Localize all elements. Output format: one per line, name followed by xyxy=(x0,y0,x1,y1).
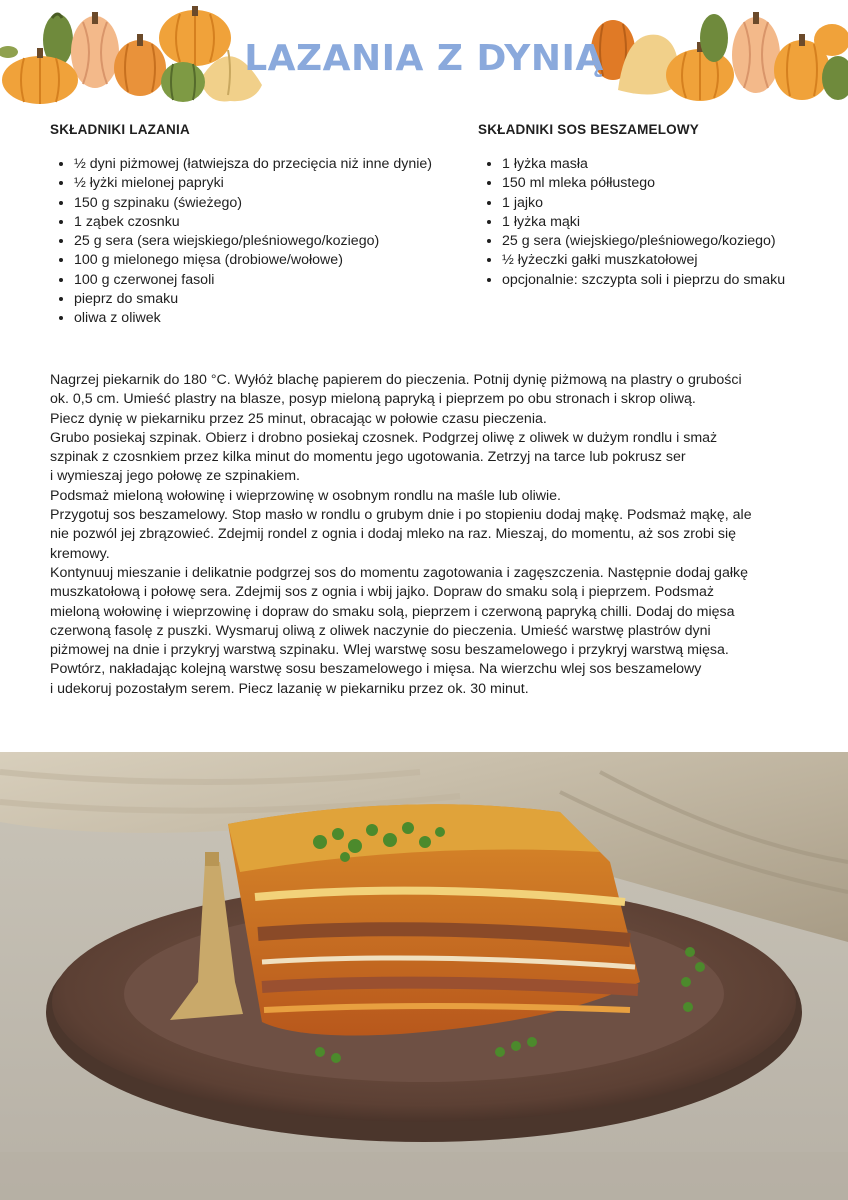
instruction-line: nie pozwól jej zbrązowieć. Zdejmij rondel z ognia i dodaj mleko na raz. Mieszaj, do momentu, aż sos zrobi się xyxy=(50,526,737,543)
list-item: • 25 g sera (sera wiejskiego/pleśniowego/koziego) xyxy=(74,232,460,251)
sauce-ingredients-heading: SKŁADNIKI SOS BESZAMELOWY xyxy=(478,122,700,137)
list-item: • 1 łyżka masła xyxy=(502,155,828,174)
list-item: • 100 g czerwonej fasoli xyxy=(74,271,460,290)
page-title: LAZANIA Z DYNIĄ xyxy=(244,38,604,79)
instruction-line: Przygotuj sos beszamelowy. Stop masło w rondlu o grubym dnie i po stopieniu dodaj mąkę. Podsmaż mąkę, ale xyxy=(50,507,752,524)
list-item: • ½ łyżeczki gałki muszkatołowej xyxy=(502,251,828,270)
list-item: • 25 g sera (wiejskiego/pleśniowego/koziego) xyxy=(502,232,828,251)
instructions-text xyxy=(50,371,810,699)
lasagna-ingredients-heading: SKŁADNIKI LAZANIA xyxy=(50,122,190,137)
instruction-line: Nagrzej piekarnik do 180 °C. Wyłóż blachę papierem do pieczenia. Potnij dynię piżmową na plastry o grubości xyxy=(50,372,742,388)
list-item: • 100 g mielonego mięsa (drobiowe/wołowe) xyxy=(74,251,460,270)
instruction-line: mieloną wołowinę i wieprzowinę i dopraw do smaku solą, pieprzem i czerwoną papryką chilli. Dodaj do mięsa xyxy=(50,603,735,620)
instruction-line: i wymieszaj jego połowę ze szpinakiem. xyxy=(50,468,300,485)
lasagna-ingredients-list xyxy=(50,155,460,329)
instruction-line: muszkatołową i połowę sera. Zdejmij sos z ognia i wbij jajko. Dopraw do smaku solą i pieprzem. Podsmaż xyxy=(50,584,714,601)
instruction-line: i udekoruj pozostałym serem. Piecz lazanię w piekarniku przez ok. 30 minut. xyxy=(50,680,529,697)
instruction-line: piżmowej na dnie i przykryj warstwą szpinaku. Wlej warstwę sosu beszamelowego i przykryj warstwą mięsa. xyxy=(50,642,729,659)
instruction-line: Piecz dynię w piekarniku przez 25 minut, obracając w połowie czasu pieczenia. xyxy=(50,410,547,427)
list-item: • ½ dyni piżmowej (łatwiejsza do przecięcia niż inne dynie) xyxy=(74,155,460,174)
list-item: • 150 g szpinaku (świeżego) xyxy=(74,194,460,213)
instruction-line: Powtórz, nakładając kolejną warstwę sosu beszamelowego i mięsa. Na wierzchu wlej sos beszamelowy xyxy=(50,661,702,678)
instruction-line: czerwoną fasolę z puszki. Wysmaruj oliwą z oliwek naczynie do pieczenia. Umieść warstwę plastrów dyni xyxy=(50,622,711,639)
page-header xyxy=(0,0,848,110)
instruction-line: Kontynuuj mieszanie i delikatnie podgrzej sos do momentu zagotowania i zagęszczenia. Następnie dodaj gałkę xyxy=(50,564,748,581)
list-item: • 150 ml mleka półłustego xyxy=(502,174,828,193)
list-item: • oliwa z oliwek xyxy=(74,309,460,328)
instruction-line: ok. 0,5 cm. Umieść plastry na blasze, posyp mieloną papryką i pieprzem po obu stronach i skrop oliwą. xyxy=(50,391,696,408)
instruction-line: Grubo posiekaj szpinak. Obierz i drobno posiekaj czosnek. Podgrzej oliwę z oliwek w dużym rondlu i smaż xyxy=(50,429,718,446)
list-item: • 1 ząbek czosnku xyxy=(74,213,460,232)
list-item: • pieprz do smaku xyxy=(74,290,460,309)
lasagna-photo xyxy=(0,752,848,1200)
list-item: • 1 łyżka mąki xyxy=(502,213,828,232)
list-item: • 1 jajko xyxy=(502,194,828,213)
instruction-line: kremowy. xyxy=(50,545,110,562)
sauce-ingredients-section xyxy=(478,120,828,290)
list-item: • ½ łyżki mielonej papryki xyxy=(74,174,460,193)
instruction-line: szpinak z czosnkiem przez kilka minut do momentu jego ugotowania. Zetrzyj na tarce lub pokrusz ser xyxy=(50,449,686,466)
list-item: • opcjonalnie: szczypta soli i pieprzu do smaku xyxy=(502,271,828,290)
instruction-line: Podsmaż mieloną wołowinę i wieprzowinę w osobnym rondlu na maśle lub oliwie. xyxy=(50,487,561,504)
sauce-ingredients-list xyxy=(478,155,828,290)
lasagna-ingredients-section xyxy=(50,120,460,329)
